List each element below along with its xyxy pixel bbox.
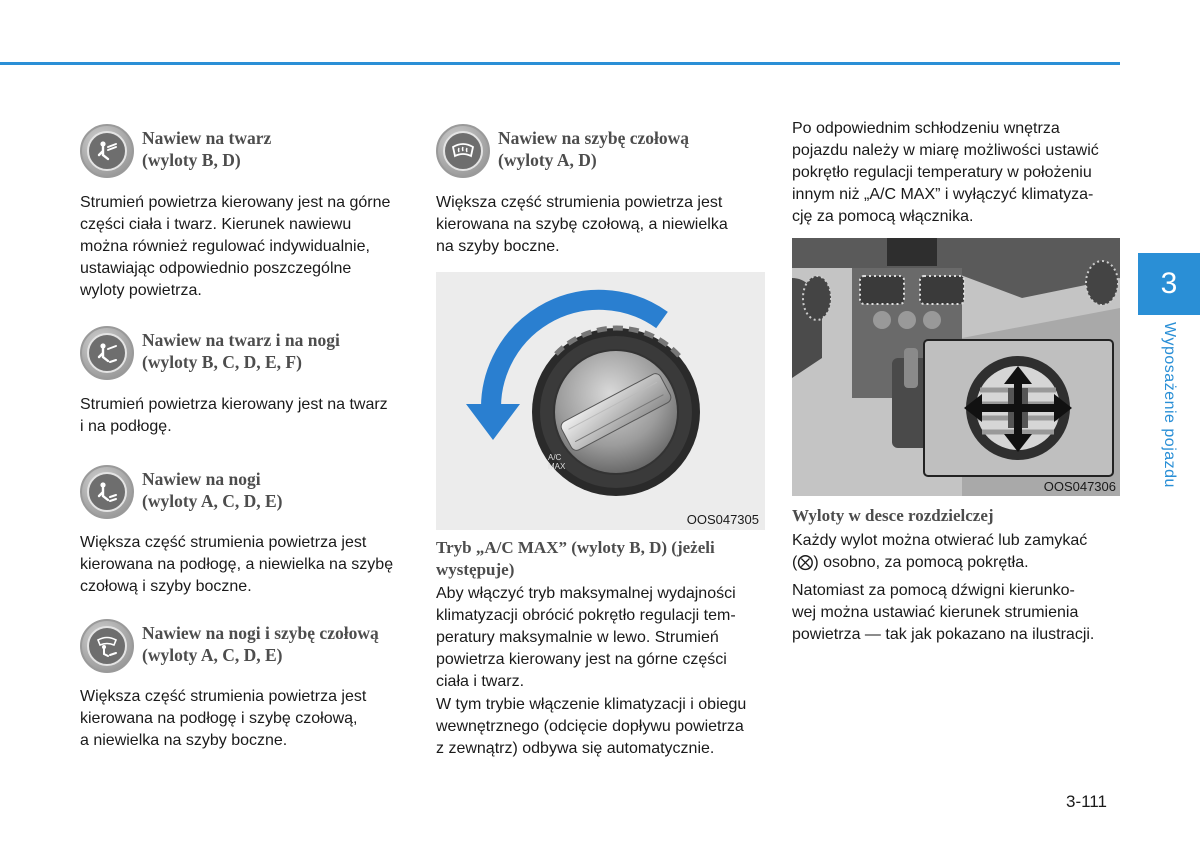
heading-ac-max: Tryb „A/C MAX” (wyloty B, D) (jeżeli występuje) — [436, 538, 715, 579]
paragraph-windshield-defrost: Większa część strumienia powietrza jest kierowana na szybę czołową, a niewielka na szyby boczne. — [436, 194, 728, 255]
chapter-title: Wyposażenie pojazdu — [1161, 322, 1178, 488]
heading-face-floor-vent: Nawiew na twarz i na nogi (wyloty B, C, D, E, F) — [142, 330, 340, 372]
figure-caption: OOS047306 — [1043, 479, 1116, 494]
windshield-defrost-icon — [436, 124, 490, 178]
paragraph-face-floor-vent: Strumień powietrza kierowany jest na twarz i na podłogę. — [80, 396, 388, 435]
floor-vent-icon — [80, 465, 134, 519]
header-rule — [0, 62, 1120, 65]
figure-ac-max-knob — [436, 272, 765, 530]
section-face-vent — [80, 124, 271, 178]
knob-illustration — [436, 272, 765, 530]
section-face-floor-vent — [80, 326, 340, 380]
paragraph-vents-1: Każdy wylot można otwierać lub zamykać (⨂) osobno, za pomocą pokrętła. — [792, 532, 1088, 571]
paragraph-ac-max-2: W tym trybie włączenie klimatyzacji i obiegu wewnętrznego (odcięcie dopływu powietrza z zewnątrz) odbywa się automatycznie. — [436, 696, 747, 757]
paragraph-floor-defrost: Większa część strumienia powietrza jest kierowana na podłogę i szybę czołową, a niewielka na szyby boczne. — [80, 688, 367, 749]
figure-caption: OOS047305 — [686, 512, 759, 527]
knob-label-max: MAX — [548, 462, 566, 471]
paragraph-ac-max-1: Aby włączyć tryb maksymalnej wydajności klimatyzacji obrócić pokrętło regulacji tem- peratury maksymalnie w lewo. Strumień powietrza kierowany jest na górne części ciała i twarz. — [436, 585, 736, 690]
face-floor-vent-icon — [80, 326, 134, 380]
heading-dashboard-vents: Wyloty w desce rozdzielczej — [792, 506, 994, 525]
paragraph-vents-2: Natomiast za pomocą dźwigni kierunko- wej można ustawiać kierunek strumienia powietrza — tak jak pokazano na ilustracji. — [792, 582, 1095, 643]
heading-windshield-defrost: Nawiew na szybę czołową (wyloty A, D) — [498, 128, 690, 170]
page-number: 3-111 — [1066, 792, 1107, 811]
figure-dashboard-vents — [792, 238, 1120, 496]
face-vent-icon — [80, 124, 134, 178]
paragraph-floor-vent: Większa część strumienia powietrza jest kierowana na podłogę, a niewielka na szybę czołową i szyby boczne. — [80, 534, 394, 595]
dashboard-illustration — [792, 238, 1120, 496]
heading-floor-vent: Nawiew na nogi (wyloty A, C, D, E) — [142, 469, 283, 511]
paragraph-face-vent: Strumień powietrza kierowany jest na górne części ciała i twarz. Kierunek nawiewu można również regulować indywidualnie, ustawiając odpowiednio poszczególne wyloty powietrza. — [80, 194, 391, 299]
heading-floor-defrost: Nawiew na nogi i szybę czołową (wyloty A, C, D, E) — [142, 623, 379, 665]
paragraph-cooling: Po odpowiednim schłodzeniu wnętrza pojazdu należy w miarę możliwości ustawić pokrętło regulacji temperatury w położeniu innym niż „A/C MAX” i wyłączyć klimatyza- cję za pomocą włącznika. — [792, 120, 1099, 225]
floor-defrost-icon — [80, 619, 134, 673]
section-windshield-defrost — [436, 124, 689, 178]
knob-label-ac: A/C — [548, 453, 562, 462]
section-floor-vent — [80, 465, 282, 519]
section-floor-defrost — [80, 619, 379, 673]
heading-face-vent: Nawiew na twarz (wyloty B, D) — [142, 128, 272, 170]
chapter-tab: 3 — [1138, 253, 1200, 315]
